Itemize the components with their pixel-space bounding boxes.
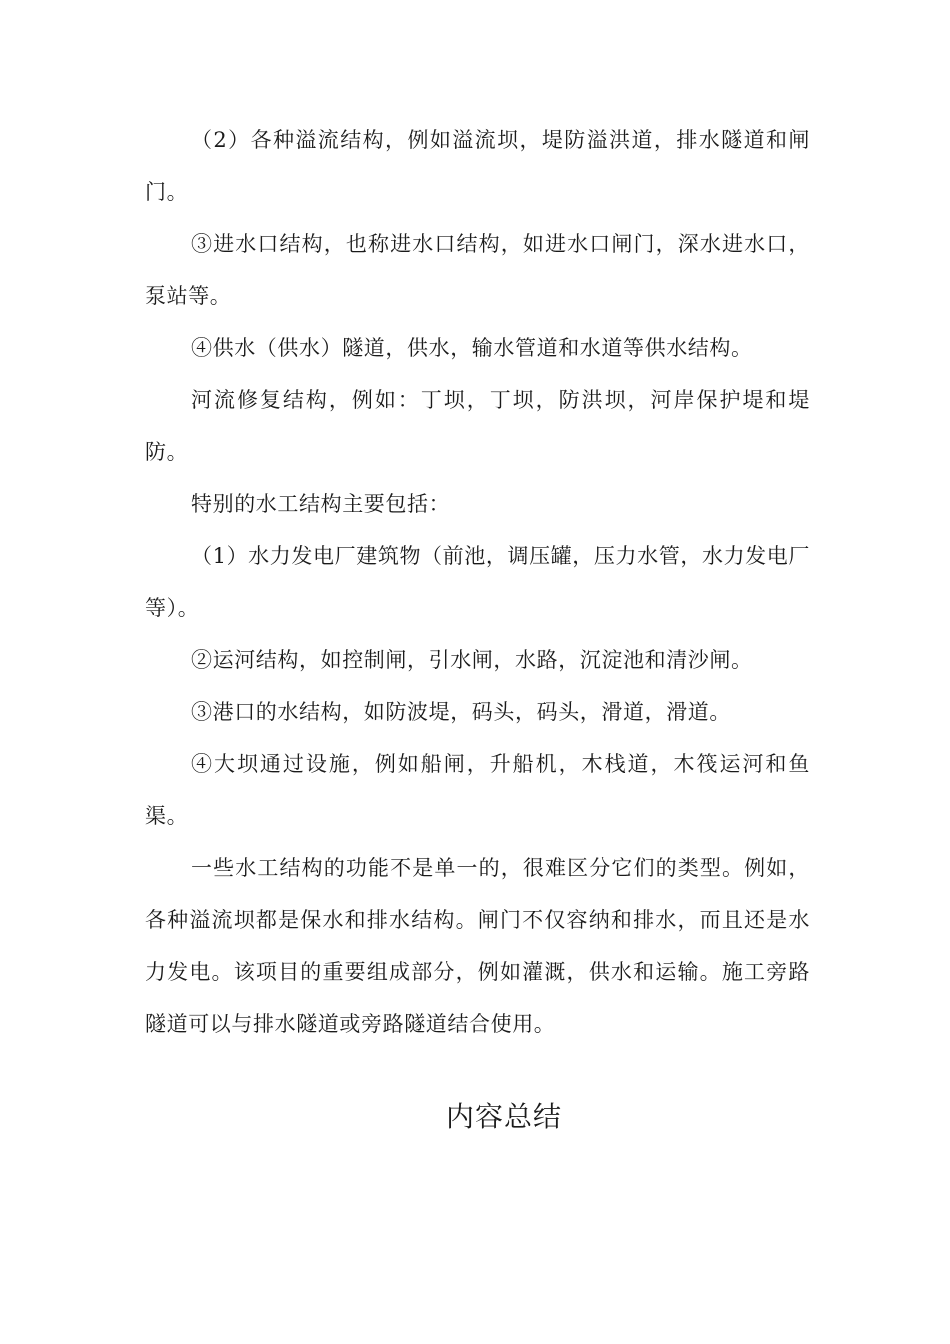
section-title: 内容总结 bbox=[445, 1100, 562, 1133]
body-text bbox=[145, 114, 810, 1050]
paragraph-special-structures-intro: 特别的水工结构主要包括： bbox=[191, 492, 451, 516]
paragraph-dam-passage-facilities: ④大坝通过设施，例如船闸，升船机，木栈道，木筏运河和鱼渠。 bbox=[145, 752, 810, 828]
paragraph-overflow-structures: （2）各种溢流结构，例如溢流坝，堤防溢洪道，排水隧道和闸门。 bbox=[145, 128, 810, 204]
paragraph-canal-structures: ②运河结构，如控制闸，引水闸，水路，沉淀池和清沙闸。 bbox=[191, 648, 753, 672]
paragraph-hydropower-buildings: （1）水力发电厂建筑物（前池，调压罐，压力水管，水力发电厂等）。 bbox=[145, 544, 810, 620]
paragraph-multi-function-note: 一些水工结构的功能不是单一的，很难区分它们的类型。例如，各种溢流坝都是保水和排水结构。闸门不仅容纳和排水，而且还是水力发电。该项目的重要组成部分，例如灌溉，供水和运输。施工旁路隧道可以与排水隧道或旁路隧道结合使用。 bbox=[145, 856, 810, 1036]
paragraph-water-supply-structures: ④供水（供水）隧道，供水，输水管道和水道等供水结构。 bbox=[191, 336, 753, 360]
paragraph-port-structures: ③港口的水结构，如防波堤，码头，码头，滑道，滑道。 bbox=[191, 700, 731, 724]
paragraph-river-restoration: 河流修复结构，例如：丁坝，丁坝，防洪坝，河岸保护堤和堤防。 bbox=[145, 388, 810, 464]
paragraph-intake-structures: ③进水口结构，也称进水口结构，如进水口闸门，深水进水口，泵站等。 bbox=[145, 232, 810, 308]
